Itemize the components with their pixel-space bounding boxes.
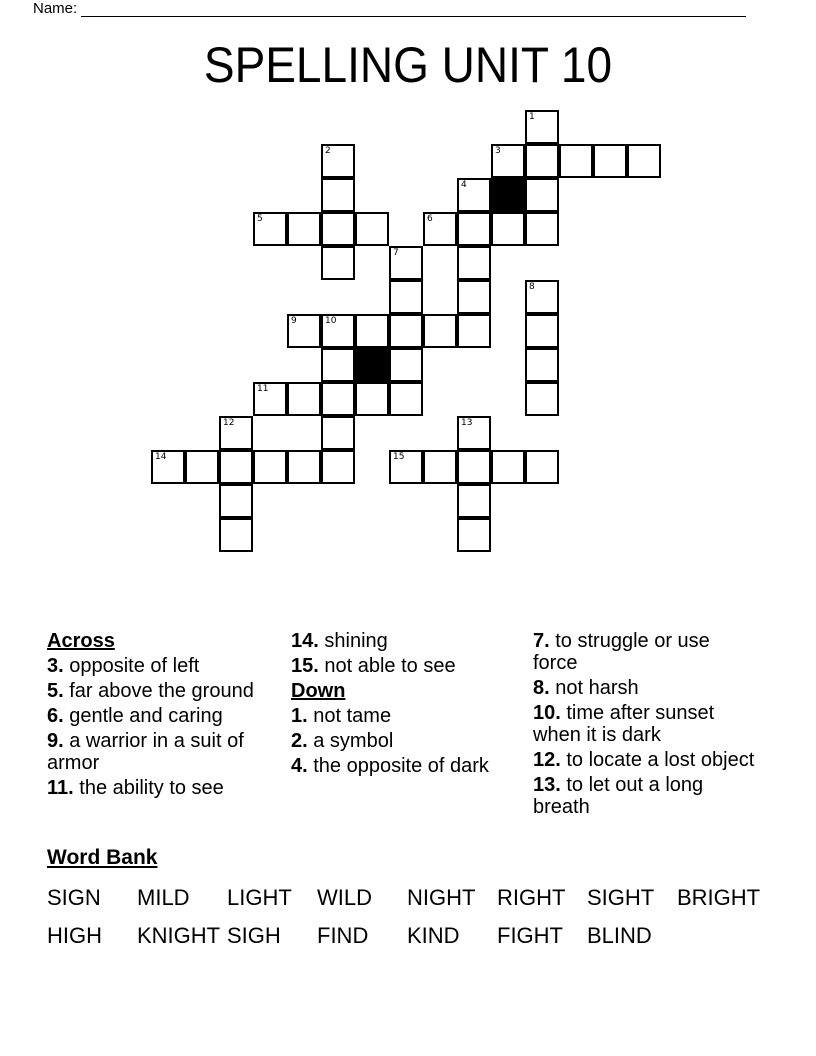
cell-number: 9 bbox=[291, 316, 297, 326]
grid-cell[interactable] bbox=[525, 144, 559, 178]
grid-cell[interactable] bbox=[321, 178, 355, 212]
grid-cell[interactable] bbox=[491, 450, 525, 484]
grid-cell[interactable] bbox=[287, 314, 321, 348]
grid-cell[interactable] bbox=[457, 450, 491, 484]
grid-cell[interactable] bbox=[253, 382, 287, 416]
grid-cell[interactable] bbox=[321, 450, 355, 484]
grid-cell[interactable] bbox=[525, 110, 559, 144]
grid-cell[interactable] bbox=[423, 212, 457, 246]
grid-cell[interactable] bbox=[491, 212, 525, 246]
clue-text: a symbol bbox=[313, 730, 394, 752]
clue-text: far above the ground bbox=[69, 680, 254, 702]
cell-number: 1 bbox=[529, 112, 535, 122]
clue-text: to locate a lost object bbox=[566, 749, 755, 771]
clue-number: 11. bbox=[47, 777, 74, 799]
clue-number: 9. bbox=[47, 730, 64, 752]
clue-text: not able to see bbox=[324, 655, 456, 677]
cell-number: 12 bbox=[223, 418, 235, 428]
clue-text: opposite of left bbox=[69, 655, 200, 677]
word-bank-word: SIGN bbox=[47, 885, 101, 910]
grid-cell[interactable] bbox=[355, 382, 389, 416]
clue-number: 15. bbox=[291, 655, 319, 677]
clue-number: 3. bbox=[47, 655, 64, 677]
word-bank-word: KNIGHT bbox=[137, 923, 221, 948]
clue-number: 6. bbox=[47, 705, 64, 727]
grid-cell[interactable] bbox=[457, 484, 491, 518]
cell-number: 8 bbox=[529, 282, 535, 292]
grid-cell[interactable] bbox=[253, 212, 287, 246]
down-clue bbox=[291, 755, 513, 777]
grid-cell[interactable] bbox=[321, 212, 355, 246]
clue-number: 4. bbox=[291, 755, 308, 777]
word-bank-word: FIGHT bbox=[497, 923, 563, 948]
clue-text: shining bbox=[324, 630, 388, 652]
grid-cell[interactable] bbox=[355, 212, 389, 246]
down-clue bbox=[291, 705, 513, 727]
clue-number: 8. bbox=[533, 677, 550, 699]
clue-text: to struggle or use force bbox=[533, 630, 710, 674]
grid-cell[interactable] bbox=[151, 450, 185, 484]
grid-cell[interactable] bbox=[389, 382, 423, 416]
grid-cell[interactable] bbox=[287, 382, 321, 416]
clue-text: time after sunset when it is dark bbox=[533, 702, 715, 746]
down-clue bbox=[533, 630, 755, 674]
grid-cell[interactable] bbox=[525, 450, 559, 484]
clue-number: 1. bbox=[291, 705, 308, 727]
clue-text: to let out a long breath bbox=[533, 774, 704, 818]
across-clue bbox=[47, 655, 269, 677]
clue-number: 7. bbox=[533, 630, 550, 652]
grid-cell[interactable] bbox=[627, 144, 661, 178]
black-cell bbox=[491, 178, 525, 212]
cell-number: 11 bbox=[257, 384, 269, 394]
grid-cell[interactable] bbox=[457, 280, 491, 314]
across-clue bbox=[47, 730, 269, 774]
grid-cell[interactable] bbox=[457, 518, 491, 552]
grid-cell[interactable] bbox=[525, 382, 559, 416]
grid-cell[interactable] bbox=[491, 144, 525, 178]
across-clue bbox=[47, 705, 269, 727]
word-bank-word: BRIGHT bbox=[677, 885, 761, 910]
grid-cell[interactable] bbox=[457, 178, 491, 212]
across-clue bbox=[291, 655, 513, 677]
cell-number: 3 bbox=[495, 146, 501, 156]
grid-cell[interactable] bbox=[287, 450, 321, 484]
cell-number: 2 bbox=[325, 146, 331, 156]
word-bank-word: SIGH bbox=[227, 923, 281, 948]
page-title: SPELLING UNIT 10 bbox=[203, 37, 613, 93]
clues-col-3 bbox=[533, 630, 755, 821]
down-clue bbox=[533, 677, 755, 699]
clues-col-1 bbox=[47, 630, 269, 802]
across-clue bbox=[47, 777, 269, 799]
grid-cell[interactable] bbox=[321, 348, 355, 382]
clue-text: gentle and caring bbox=[69, 705, 223, 727]
grid-cell[interactable] bbox=[525, 178, 559, 212]
grid-cell[interactable] bbox=[321, 382, 355, 416]
word-bank-word: SIGHT bbox=[587, 885, 655, 910]
cell-number: 6 bbox=[427, 214, 433, 224]
clue-number: 13. bbox=[533, 774, 561, 796]
grid-cell[interactable] bbox=[457, 212, 491, 246]
grid-cell[interactable] bbox=[389, 280, 423, 314]
grid-cell[interactable] bbox=[219, 450, 253, 484]
clue-number: 5. bbox=[47, 680, 64, 702]
grid-cell[interactable] bbox=[321, 416, 355, 450]
grid-cell[interactable] bbox=[525, 212, 559, 246]
clue-number: 12. bbox=[533, 749, 561, 771]
down-clue bbox=[291, 730, 513, 752]
grid-cell[interactable] bbox=[321, 314, 355, 348]
word-bank-word: LIGHT bbox=[227, 885, 292, 910]
cell-number: 5 bbox=[257, 214, 263, 224]
grid-cell[interactable] bbox=[287, 212, 321, 246]
grid-cell[interactable] bbox=[389, 348, 423, 382]
grid-cell[interactable] bbox=[185, 450, 219, 484]
name-label: Name: bbox=[33, 0, 78, 17]
grid-cell[interactable] bbox=[321, 246, 355, 280]
clues-col-2 bbox=[291, 630, 513, 780]
word-bank-word: FIND bbox=[317, 923, 369, 948]
grid-cell[interactable] bbox=[389, 246, 423, 280]
word-bank-word: BLIND bbox=[587, 923, 652, 948]
grid-cell[interactable] bbox=[321, 144, 355, 178]
grid-cell[interactable] bbox=[389, 450, 423, 484]
grid-cell[interactable] bbox=[389, 314, 423, 348]
grid-cell[interactable] bbox=[219, 416, 253, 450]
grid-cell[interactable] bbox=[423, 314, 457, 348]
word-bank-word: KIND bbox=[407, 923, 460, 948]
word-bank-word: HIGH bbox=[47, 923, 102, 948]
word-bank-word: MILD bbox=[137, 885, 190, 910]
clue-text: not harsh bbox=[555, 677, 639, 699]
cell-number: 7 bbox=[393, 248, 399, 258]
across-clue bbox=[47, 680, 269, 702]
clue-text: the opposite of dark bbox=[313, 755, 489, 777]
down-clue bbox=[533, 774, 755, 818]
clue-text: the ability to see bbox=[79, 777, 224, 799]
across-heading: Across bbox=[47, 630, 115, 652]
grid-cell[interactable] bbox=[559, 144, 593, 178]
grid-cell[interactable] bbox=[525, 280, 559, 314]
cell-number: 15 bbox=[393, 452, 405, 462]
cell-number: 10 bbox=[325, 316, 337, 326]
cell-number: 4 bbox=[461, 180, 467, 190]
clue-text: not tame bbox=[313, 705, 392, 727]
clue-number: 10. bbox=[533, 702, 561, 724]
black-cell bbox=[355, 348, 389, 382]
word-bank-word: RIGHT bbox=[497, 885, 566, 910]
clue-number: 2. bbox=[291, 730, 308, 752]
word-bank-heading: Word Bank bbox=[47, 846, 158, 869]
down-clue bbox=[533, 702, 755, 746]
grid-cell[interactable] bbox=[219, 518, 253, 552]
grid-cell[interactable] bbox=[525, 314, 559, 348]
cell-number: 13 bbox=[461, 418, 473, 428]
across-clue bbox=[291, 630, 513, 652]
word-bank-word: WILD bbox=[317, 885, 372, 910]
down-heading: Down bbox=[291, 680, 346, 702]
grid-cell[interactable] bbox=[457, 246, 491, 280]
grid-cell[interactable] bbox=[423, 450, 457, 484]
grid-cell[interactable] bbox=[355, 314, 389, 348]
cell-number: 14 bbox=[155, 452, 167, 462]
clue-number: 14. bbox=[291, 630, 319, 652]
grid-cell[interactable] bbox=[525, 348, 559, 382]
word-bank-word: NIGHT bbox=[407, 885, 476, 910]
grid-cell[interactable] bbox=[253, 450, 287, 484]
grid-cell[interactable] bbox=[593, 144, 627, 178]
grid-cell[interactable] bbox=[219, 484, 253, 518]
clue-text: a warrior in a suit of armor bbox=[47, 730, 244, 774]
grid-cell[interactable] bbox=[457, 314, 491, 348]
down-clue bbox=[533, 749, 755, 771]
grid-cell[interactable] bbox=[457, 416, 491, 450]
